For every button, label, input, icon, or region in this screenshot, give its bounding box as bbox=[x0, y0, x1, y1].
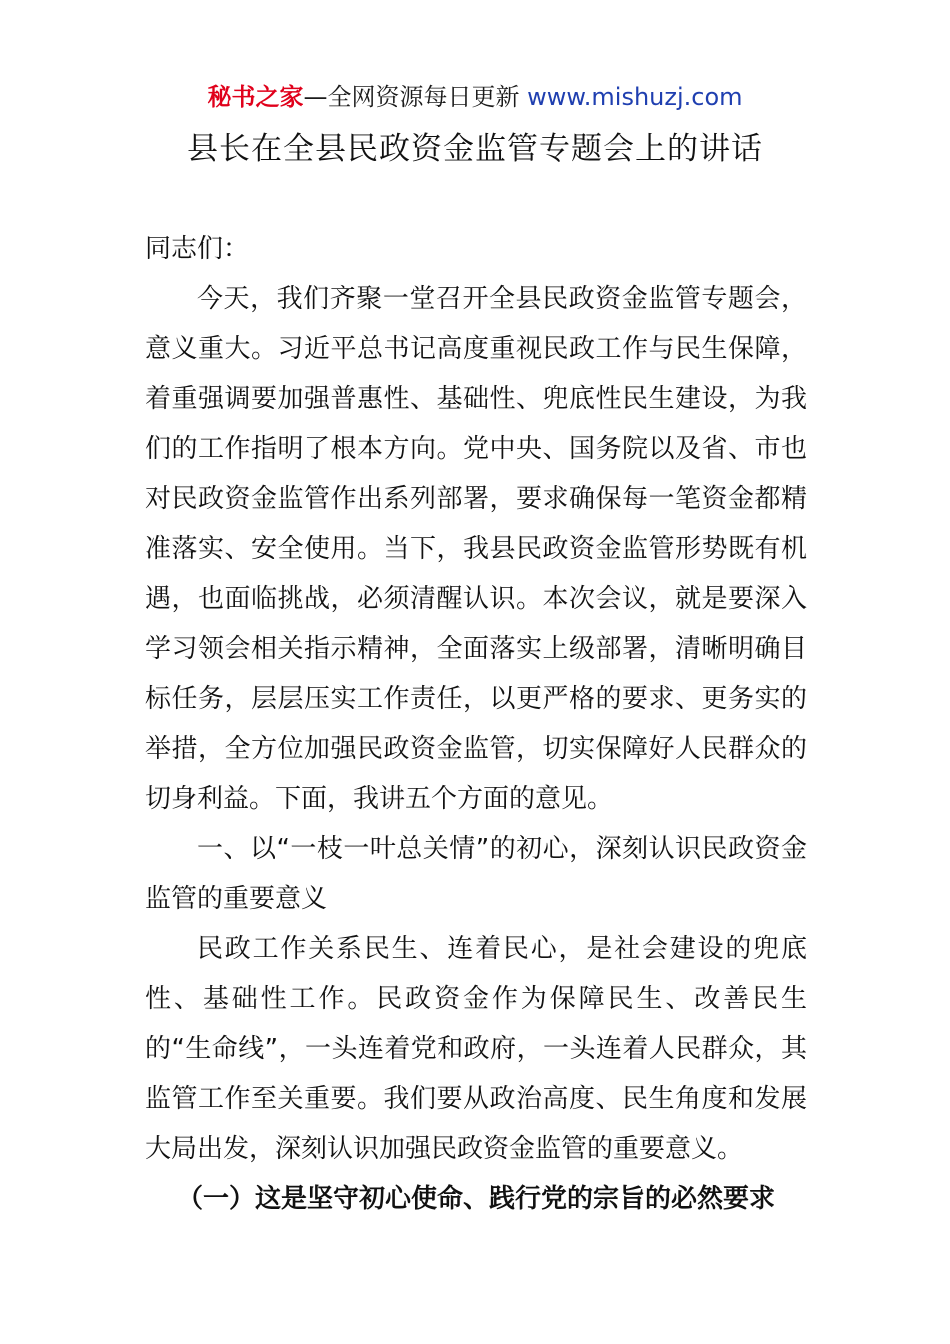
site-header bbox=[0, 80, 950, 114]
header-tagline: —全网资源每日更新 bbox=[303, 83, 528, 111]
salutation: 同志们： bbox=[145, 234, 250, 264]
subsection-heading: （一）这是坚守初心使命、践行党的宗旨的必然要求 bbox=[176, 1184, 775, 1214]
document-body bbox=[145, 224, 807, 1224]
brand-name: 秘书之家 bbox=[207, 83, 304, 111]
document-title: 县长在全县民政资金监管专题会上的讲话 bbox=[187, 131, 763, 167]
section-heading: 一、以“一枝一叶总关情”的初心，深刻认识民政资金监管的重要意义 bbox=[145, 834, 807, 914]
section-paragraph: 民政工作关系民生、连着民心，是社会建设的兜底性、基础性工作。民政资金作为保障民生、改善民生的“生命线”，一头连着党和政府，一头连着人民群众，其监管工作至关重要。我们要从政治高度、民生角度和发展大局出发，深刻认识加强民政资金监管的重要意义。 bbox=[145, 934, 807, 1164]
intro-paragraph: 今天，我们齐聚一堂召开全县民政资金监管专题会，意义重大。习近平总书记高度重视民政工作与民生保障，着重强调要加强普惠性、基础性、兜底性民生建设，为我们的工作指明了根本方向。党中央、国务院以及省、市也对民政资金监管作出系列部署，要求确保每一笔资金都精准落实、安全使用。当下，我县民政资金监管形势既有机遇，也面临挑战，必须清醒认识。本次会议，就是要深入学习领会相关指示精神，全面落实上级部署，清晰明确目标任务，层层压实工作责任，以更严格的要求、更务实的举措，全方位加强民政资金监管，切实保障好人民群众的切身利益。下面，我讲五个方面的意见。 bbox=[145, 284, 807, 814]
site-url[interactable]: www.mishuzj.com bbox=[527, 83, 743, 111]
